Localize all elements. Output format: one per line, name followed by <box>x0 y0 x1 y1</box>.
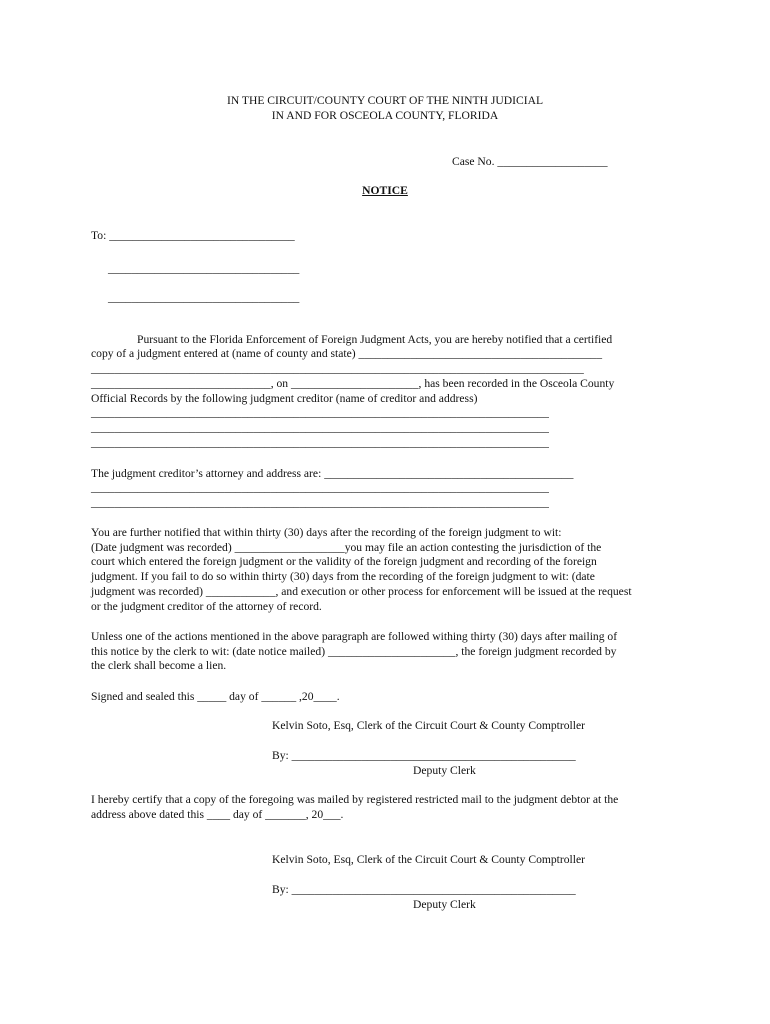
attorney-line-1: The judgment creditor’s attorney and address are: ___________________________________________ <box>91 467 574 480</box>
para1-line-6: _______________________________________________________________________________ <box>91 406 549 419</box>
para1-line-8: _______________________________________________________________________________ <box>91 436 549 449</box>
certify-line-2: address above dated this ____ day of _______, 20___. <box>91 808 344 821</box>
para1-line-7: _______________________________________________________________________________ <box>91 421 549 434</box>
deputy-clerk-label-1: Deputy Clerk <box>413 764 476 777</box>
para3-line-2: this notice by the clerk to wit: (date notice mailed) ______________________, the foreign judgment recorded by <box>91 645 617 658</box>
para1-line-4: _______________________________, on ______________________, has been recorded in the Osceola County <box>91 377 615 390</box>
attorney-line-3: _______________________________________________________________________________ <box>91 496 549 509</box>
deputy-clerk-label-2: Deputy Clerk <box>413 898 476 911</box>
court-header-line-2: IN AND FOR OSCEOLA COUNTY, FLORIDA <box>271 109 499 122</box>
para2-line-4: judgment. If you fail to do so within thirty (30) days from the recording of the foreign judgment to wit: (date <box>91 570 595 583</box>
court-header-line-1: IN THE CIRCUIT/COUNTY COURT OF THE NINTH JUDICIAL <box>226 94 544 107</box>
para1-line-2: copy of a judgment entered at (name of county and state) __________________________________________ <box>91 347 602 360</box>
signature-line-2: By: _________________________________________________ <box>272 883 576 896</box>
para3-line-3: the clerk shall become a lien. <box>91 659 227 672</box>
document-title: NOTICE <box>362 184 408 197</box>
case-number: Case No. ___________________ <box>452 155 608 168</box>
to-line-2: _________________________________ <box>108 262 300 275</box>
to-line-1: To: ________________________________ <box>91 229 295 242</box>
certify-line-1: I hereby certify that a copy of the foregoing was mailed by registered restricted mail to the judgment debtor at the <box>91 793 619 806</box>
para1-line-5: Official Records by the following judgment creditor (name of creditor and address) <box>91 392 478 405</box>
clerk-name-2: Kelvin Soto, Esq, Clerk of the Circuit Court & County Comptroller <box>272 853 586 866</box>
signed-sealed-line: Signed and sealed this _____ day of ______ ,20____. <box>91 690 340 703</box>
para1-line-1: Pursuant to the Florida Enforcement of Foreign Judgment Acts, you are hereby notified that a certified <box>137 333 613 346</box>
para1-line-3: _____________________________________________________________________________________ <box>91 362 584 375</box>
para3-line-1: Unless one of the actions mentioned in the above paragraph are followed withing thirty (30) days after mailing of <box>91 630 618 643</box>
para2-line-6: or the judgment creditor of the attorney of record. <box>91 600 322 613</box>
clerk-name-1: Kelvin Soto, Esq, Clerk of the Circuit Court & County Comptroller <box>272 719 586 732</box>
para2-line-2: (Date judgment was recorded) ___________________you may file an action contesting the jurisdiction of the <box>91 541 602 554</box>
para2-line-5: judgment was recorded) ____________, and execution or other process for enforcement will be issued at the request <box>91 585 632 598</box>
signature-line-1: By: _________________________________________________ <box>272 749 576 762</box>
attorney-line-2: _______________________________________________________________________________ <box>91 481 549 494</box>
to-line-3: _________________________________ <box>108 291 300 304</box>
para2-line-3: court which entered the foreign judgment or the validity of the foreign judgment and recording of the foreign <box>91 555 597 568</box>
para2-line-1: You are further notified that within thirty (30) days after the recording of the foreign judgment to wit: <box>91 526 562 539</box>
